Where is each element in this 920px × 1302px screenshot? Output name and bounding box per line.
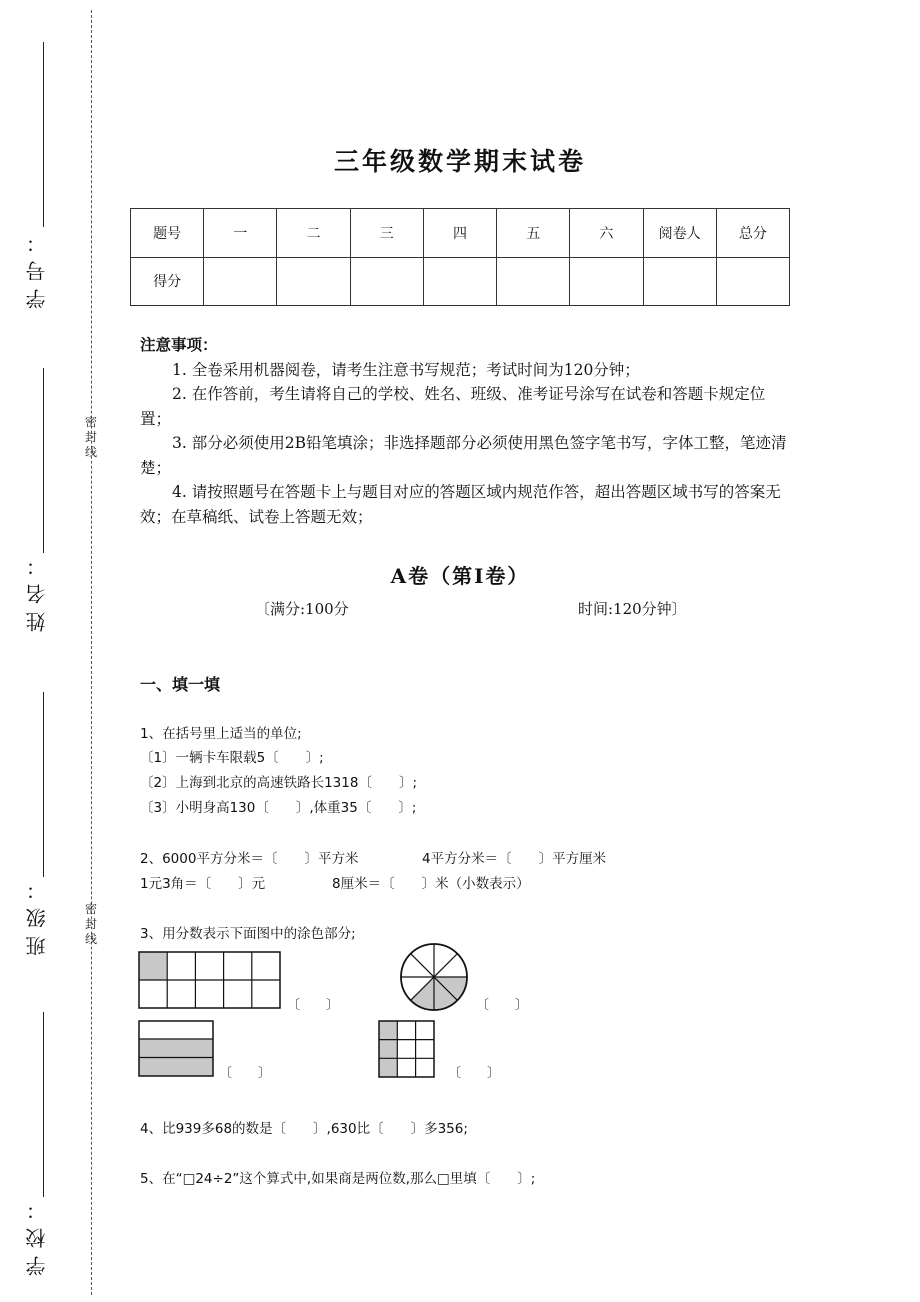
score-cell[interactable]: [423, 257, 496, 306]
q4: 4、比939多68的数是〔 〕,630比〔 〕多356;: [140, 1121, 468, 1137]
q1-stem: 1、在括号里上适当的单位;: [140, 726, 302, 742]
q2-line2b: 8厘米＝〔 〕米（小数表示）: [332, 876, 530, 892]
header-cell: 三: [350, 209, 423, 258]
shaded-sector: [411, 977, 434, 1010]
seal-line-text-1: 密封线: [84, 415, 97, 459]
name-label: 姓名：: [25, 548, 49, 632]
notes-heading: 注意事项：: [140, 335, 218, 354]
q3-figure-bands: [138, 1020, 214, 1077]
q3-stem: 3、用分数表示下面图中的涂色部分;: [140, 926, 356, 942]
exam-title: 三年级数学期末试卷: [333, 147, 586, 176]
score-row-label: 得分: [131, 257, 204, 306]
score-cell[interactable]: [204, 257, 277, 306]
notes-item: 2. 在作答前，考生请将自己的学校、姓名、班级、准考证号涂写在试卷和答题卡规定位置；: [140, 385, 766, 428]
q3-figure-square: [378, 1020, 435, 1078]
q3-answer-paren-1[interactable]: 〔 〕: [287, 998, 340, 1013]
q2-line1b: 4平方分米＝〔 〕平方厘米: [422, 851, 607, 867]
header-cell: 六: [570, 209, 643, 258]
score-cell[interactable]: [497, 257, 570, 306]
name-line: [43, 368, 44, 553]
class-label: 班级：: [25, 872, 49, 956]
q3-answer-paren-4[interactable]: 〔 〕: [448, 1066, 501, 1081]
notes-item: 4. 请按照题号在答题卡上与题目对应的答题区域内规范作答，超出答题区域书写的答案无效；在草稿纸、试卷上答题无效；: [140, 483, 781, 526]
header-cell: 五: [497, 209, 570, 258]
q1-a: 〔1〕一辆卡车限载5〔 〕;: [140, 750, 324, 766]
notes-item: 1. 全卷采用机器阅卷，请考生注意书写规范；考试时间为120分钟；: [172, 360, 640, 379]
student-id-line: [43, 42, 44, 227]
q3-answer-paren-3[interactable]: 〔 〕: [219, 1066, 272, 1081]
notes-item: 3. 部分必须使用2B铅笔填涂；非选择题部分必须使用黑色签字笔书写，字体工整，笔迹清楚；: [140, 434, 787, 477]
full-score: 〔满分:100分: [255, 600, 349, 618]
header-cell: 四: [423, 209, 496, 258]
score-cell[interactable]: [350, 257, 423, 306]
student-id-label: 学号：: [25, 225, 49, 309]
q3-figure-grid: [138, 951, 282, 1010]
score-table-score-row: [131, 257, 790, 306]
q5: 5、在“□24÷2”这个算式中,如果商是两位数,那么□里填〔 〕;: [140, 1171, 536, 1187]
q3-answer-paren-2[interactable]: 〔 〕: [476, 998, 529, 1013]
header-cell: 阅卷人: [643, 209, 716, 258]
school-label: 学校：: [25, 1192, 49, 1276]
header-cell: 二: [277, 209, 350, 258]
exam-time: 时间:120分钟〕: [578, 600, 687, 618]
score-cell[interactable]: [643, 257, 716, 306]
score-cell[interactable]: [277, 257, 350, 306]
part1-heading: 一、填一填: [140, 675, 221, 694]
shaded-cells: [379, 1021, 397, 1077]
q1-b: 〔2〕上海到北京的高速铁路长1318〔 〕;: [140, 775, 417, 791]
shaded-cell: [139, 952, 167, 980]
school-line: [43, 1012, 44, 1197]
score-cell[interactable]: [570, 257, 643, 306]
header-cell: 一: [204, 209, 277, 258]
header-cell: 题号: [131, 209, 204, 258]
notes-block: [140, 333, 790, 529]
score-table-header-row: [131, 209, 790, 258]
q1-c: 〔3〕小明身高130〔 〕,体重35〔 〕;: [140, 800, 417, 816]
binding-dashed-line: [91, 10, 92, 1295]
score-cell[interactable]: [716, 257, 789, 306]
q2-line1a: 2、6000平方分米＝〔 〕平方米: [140, 851, 359, 867]
seal-line-text-2: 密封线: [84, 902, 97, 946]
header-cell: 总分: [716, 209, 789, 258]
section-title: A卷（第I卷）: [390, 564, 530, 588]
q3-figure-circle: [399, 942, 469, 1012]
q2-line2a: 1元3角＝〔 〕元: [140, 876, 266, 892]
class-line: [43, 692, 44, 877]
score-table: [130, 208, 790, 306]
